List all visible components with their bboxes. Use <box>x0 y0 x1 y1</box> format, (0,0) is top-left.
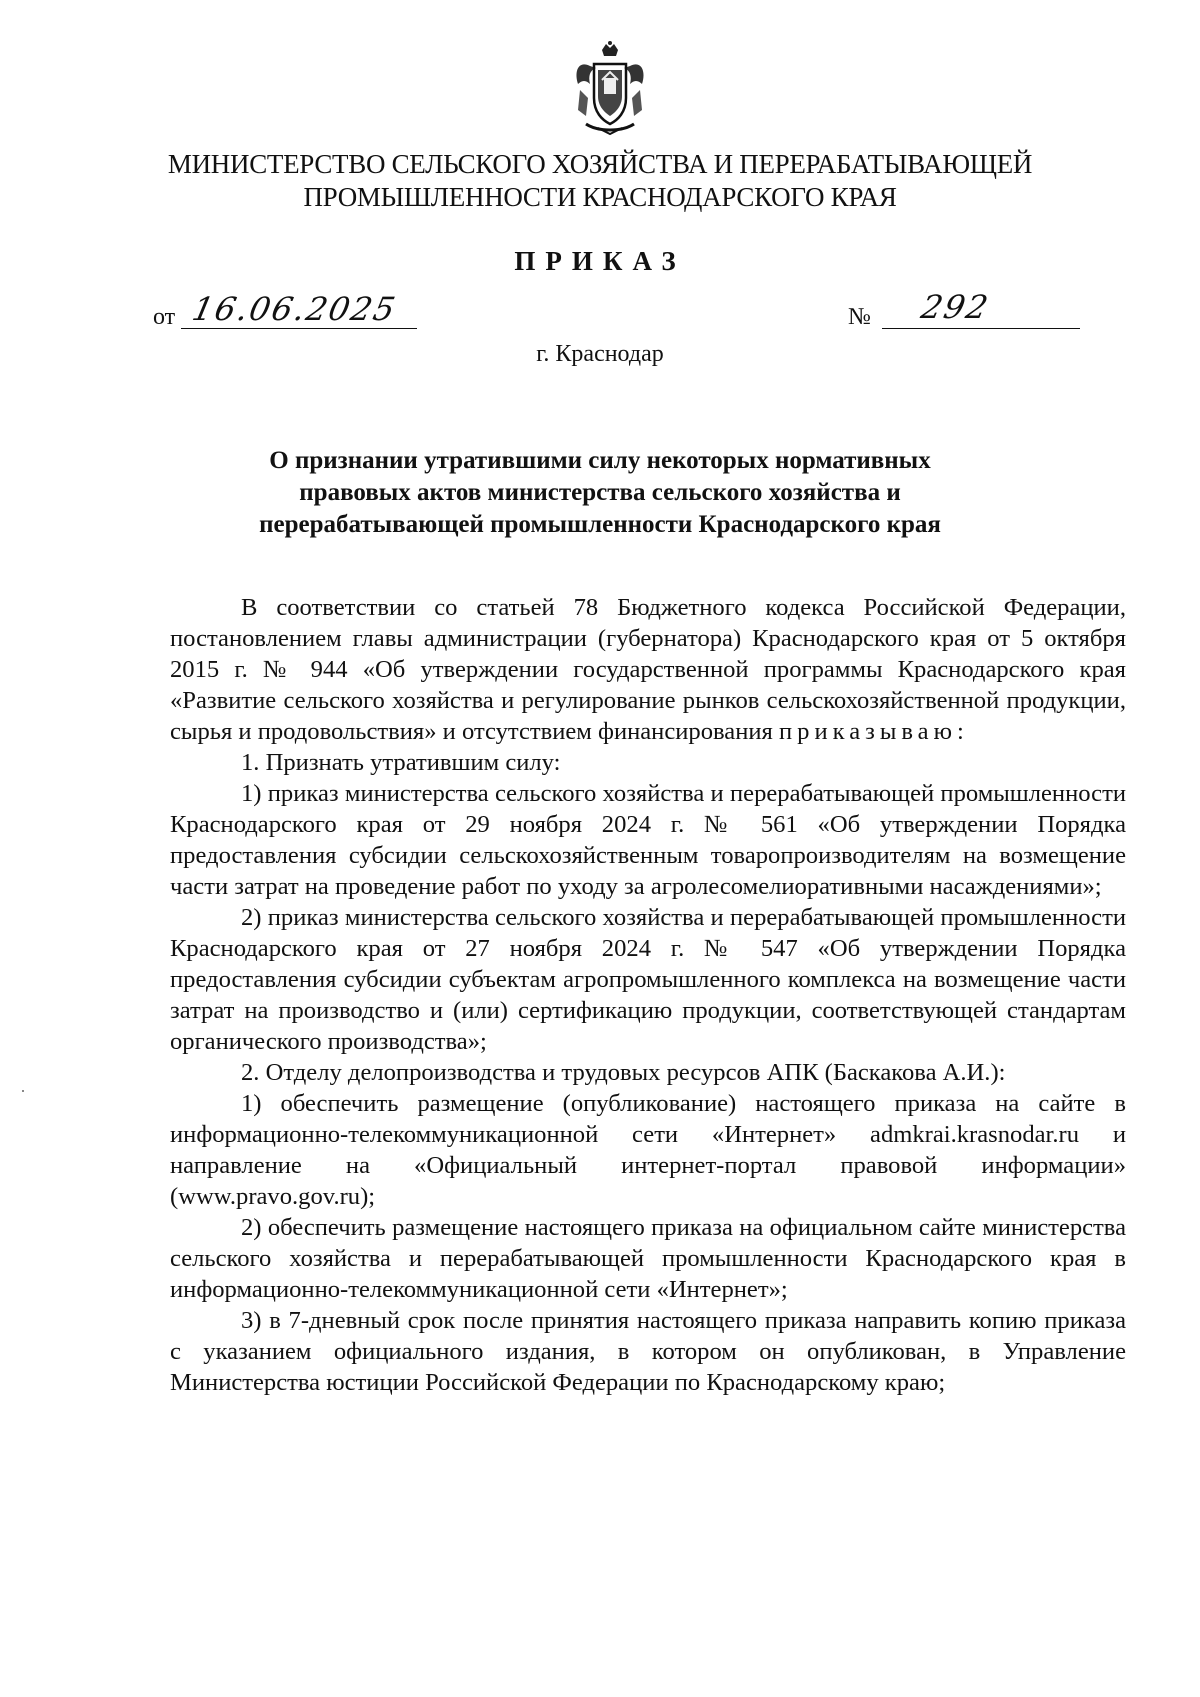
number-underline <box>882 328 1080 329</box>
date-prefix: от <box>153 304 176 330</box>
item2-subitem1: 1) обеспечить размещение (опубликование) настоящего приказа на сайте в информационно-телекоммуникационной сети «Интернет» admkrai.krasnodar.ru и направление на «Официальный интернет-портал правовой информации» (www.pravo.gov.ru); <box>170 1090 1126 1210</box>
date-underline <box>181 328 417 329</box>
ministry-name-line2: ПРОМЫШЛЕННОСТИ КРАСНОДАРСКОГО КРАЯ <box>303 182 897 212</box>
coat-of-arms-emblem <box>568 40 652 136</box>
title-line3: перерабатывающей промышленности Краснодарского края <box>259 511 941 538</box>
item2-subitem3: 3) в 7-дневный срок после принятия настоящего приказа направить копию приказа с указанием официального издания, в котором он опубликован, в Управление Министерства юстиции Российской Федерации по Краснодарскому краю; <box>170 1307 1126 1396</box>
scan-artifact-dot <box>22 1090 24 1092</box>
order-number <box>848 288 1088 334</box>
order-date <box>153 290 423 334</box>
preamble-text: В соответствии со статьей 78 Бюджетного кодекса Российской Федерации, постановлением главы администрации (губернатора) Краснодарского края от 5 октября 2015 г. № 944 «Об утверждении государственной программы Краснодарского края «Развитие сельского хозяйства и регулирование рынков сельскохозяйственной продукции, сырья и продовольствия» и отсутствием финансирования <box>170 594 1126 745</box>
item1-subitem2: 2) приказ министерства сельского хозяйства и перерабатывающей промышленности Краснодарского края от 27 ноября 2024 г. № 547 «Об утверждении Порядка предоставления субсидии субъектам агропромышленного комплекса на возмещение части затрат на производство и (или) сертификацию продукции, соответствующей стандартам органического производства»; <box>170 904 1126 1055</box>
city: г. Краснодар <box>536 341 664 367</box>
handwritten-number: 292 <box>917 288 994 326</box>
item2-subitem2: 2) обеспечить размещение настоящего приказа на официальном сайте министерства сельского хозяйства и перерабатывающей промышленности Краснодарского края в информационно-телекоммуникационной сети «Интернет»; <box>170 1214 1126 1303</box>
document-type: ПРИКАЗ <box>514 246 686 276</box>
document-body <box>170 592 1126 1398</box>
ministry-name-line1: МИНИСТЕРСТВО СЕЛЬСКОГО ХОЗЯЙСТВА И ПЕРЕРАБАТЫВАЮЩЕЙ <box>167 149 1033 179</box>
document-title <box>150 445 1050 541</box>
preamble-paragraph <box>170 592 1126 747</box>
preamble-action: приказываю: <box>779 718 969 745</box>
number-prefix: № <box>848 304 871 330</box>
item2-heading: 2. Отделу делопроизводства и трудовых ресурсов АПК (Баскакова А.И.): <box>241 1059 1006 1086</box>
ministry-name <box>100 148 1100 214</box>
item1-heading: 1. Признать утратившим силу: <box>241 749 561 776</box>
title-line1: О признании утратившими силу некоторых нормативных <box>269 447 931 474</box>
title-line2: правовых актов министерства сельского хозяйства и <box>299 479 901 506</box>
krasnodar-coat-of-arms-icon <box>568 40 652 136</box>
item1-subitem1: 1) приказ министерства сельского хозяйства и перерабатывающей промышленности Краснодарского края от 29 ноября 2024 г. № 561 «Об утверждении Порядка предоставления субсидии сельскохозяйственным товаропроизводителям на возмещение части затрат на проведение работ по уходу за агролесомелиоративными насаждениями»; <box>170 780 1126 900</box>
handwritten-date: 16.06.2025 <box>188 290 401 328</box>
